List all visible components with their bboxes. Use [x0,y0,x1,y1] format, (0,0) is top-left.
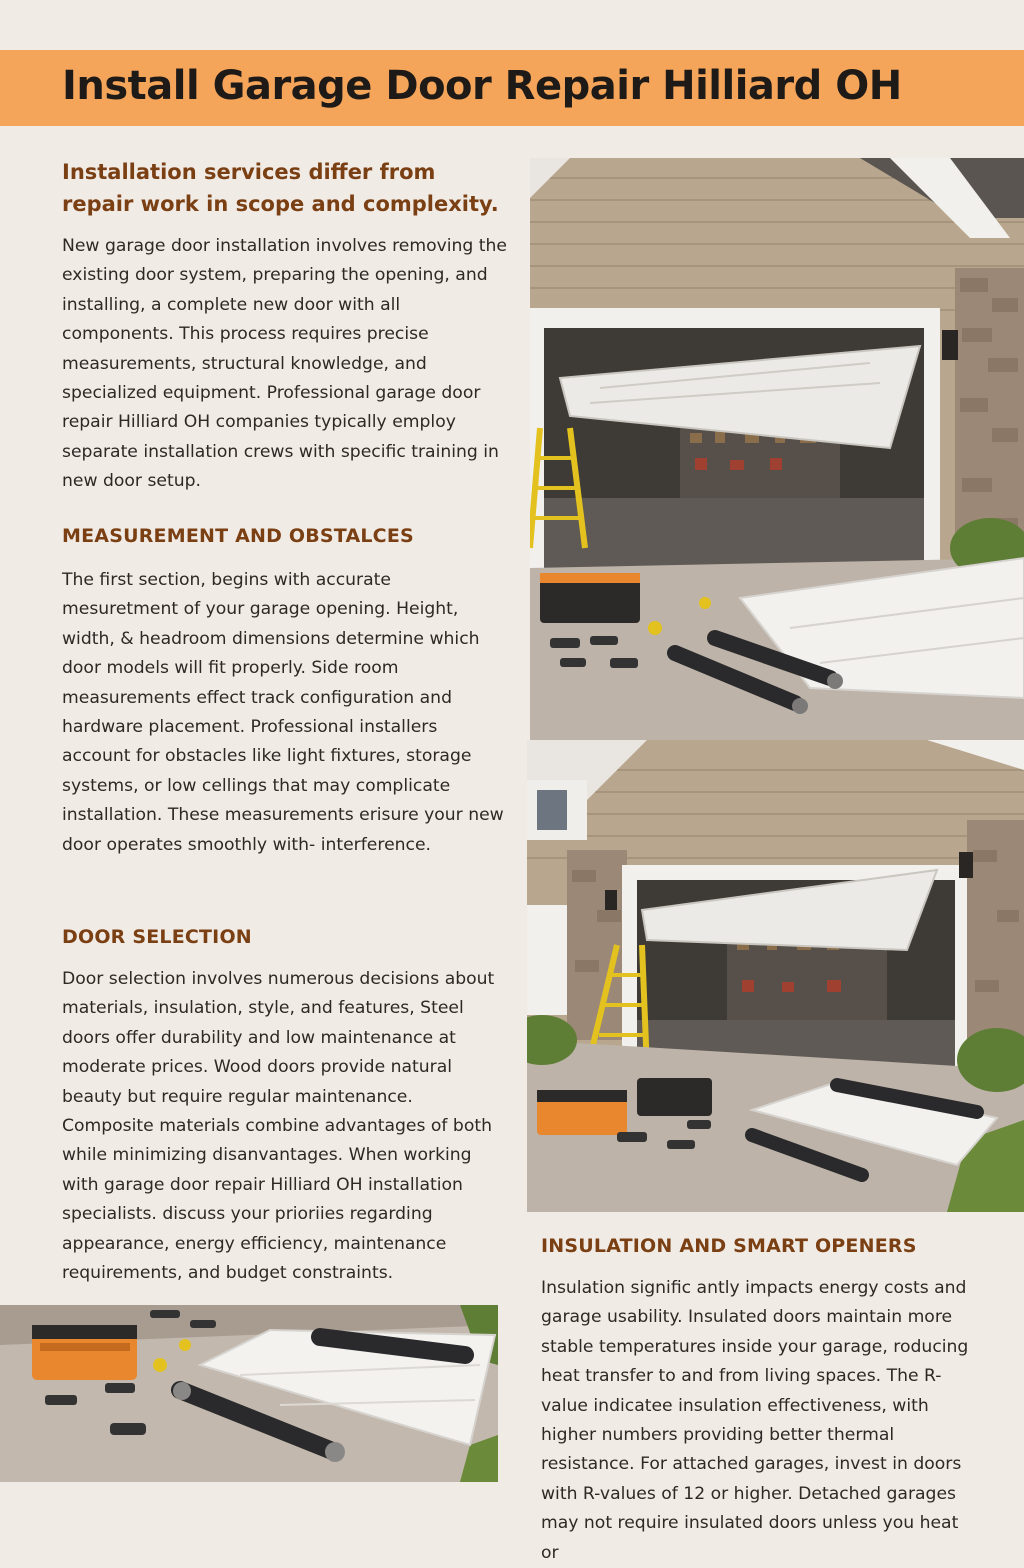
page-title: Install Garage Door Repair Hilliard OH [62,63,902,109]
section-heading-insulation: INSULATION AND SMART OPENERS [541,1235,917,1257]
section-heading-door-selection: DOOR SELECTION [62,926,252,948]
section-body-measurement: The first section, begins with accurate mesuretment of your garage opening. Height, width, & headroom dimensions determine which door models will fit properly. Side room measurements effect track configuration and hardware placement. Professional installers account for obstacles like light fixtures, storage systems, or low cellings that may complicate installation. These measurements erisure your new door operates smoothly with- interference. [62,570,504,855]
section-heading-measurement: MEASUREMENT AND OBSTALCES [62,525,414,547]
door-panel-and-tools-photo-icon [0,1305,498,1482]
section-body-door-selection: Door selection involves numerous decisions about materials, insulation, style, and features, Steel doors offer durability and low maintenance at moderate prices. Wood doors provide natural beauty but require regular maintenance. Composite materials combine advantages of both while minimizing disanvantages. When working with garage door repair Hilliard OH installation specialists. discuss your prioriies regarding appearance, energy efficiency, maintenance requirements, and budget constraints. [62,969,495,1284]
lead-subheading: Installation services differ from repair work in scope and complexity. [62,160,499,216]
garage-photo-top [530,158,1024,740]
garage-door-installation-photo-icon [527,740,1024,1212]
intro-paragraph: New garage door installation involves removing the existing door system, preparing the opening, and installing, a complete new door with all components. This process requires precise measurements, structural knowledge, and specialized equipment. Professional garage door repair Hilliard OH companies typically employ separate installation crews with specific training in new door setup. [62,236,508,492]
section-body-insulation: Insulation signific antly impacts energy costs and garage usability. Insulated doors maintain more stable temperatures inside your garage, roducing heat transfer to and from living spaces. The R-value indicatee insulation effectiveness, with higher numbers providing better thermal resistance. For attached garages, invest in doors with R-values of 12 or higher. Detached garages may not require insulated doors unless you heat or [541,1278,969,1563]
title-banner [0,50,1024,126]
garage-door-installation-photo-icon [530,158,1024,740]
tools-photo-bottom [0,1305,498,1482]
garage-photo-middle [527,740,1024,1212]
